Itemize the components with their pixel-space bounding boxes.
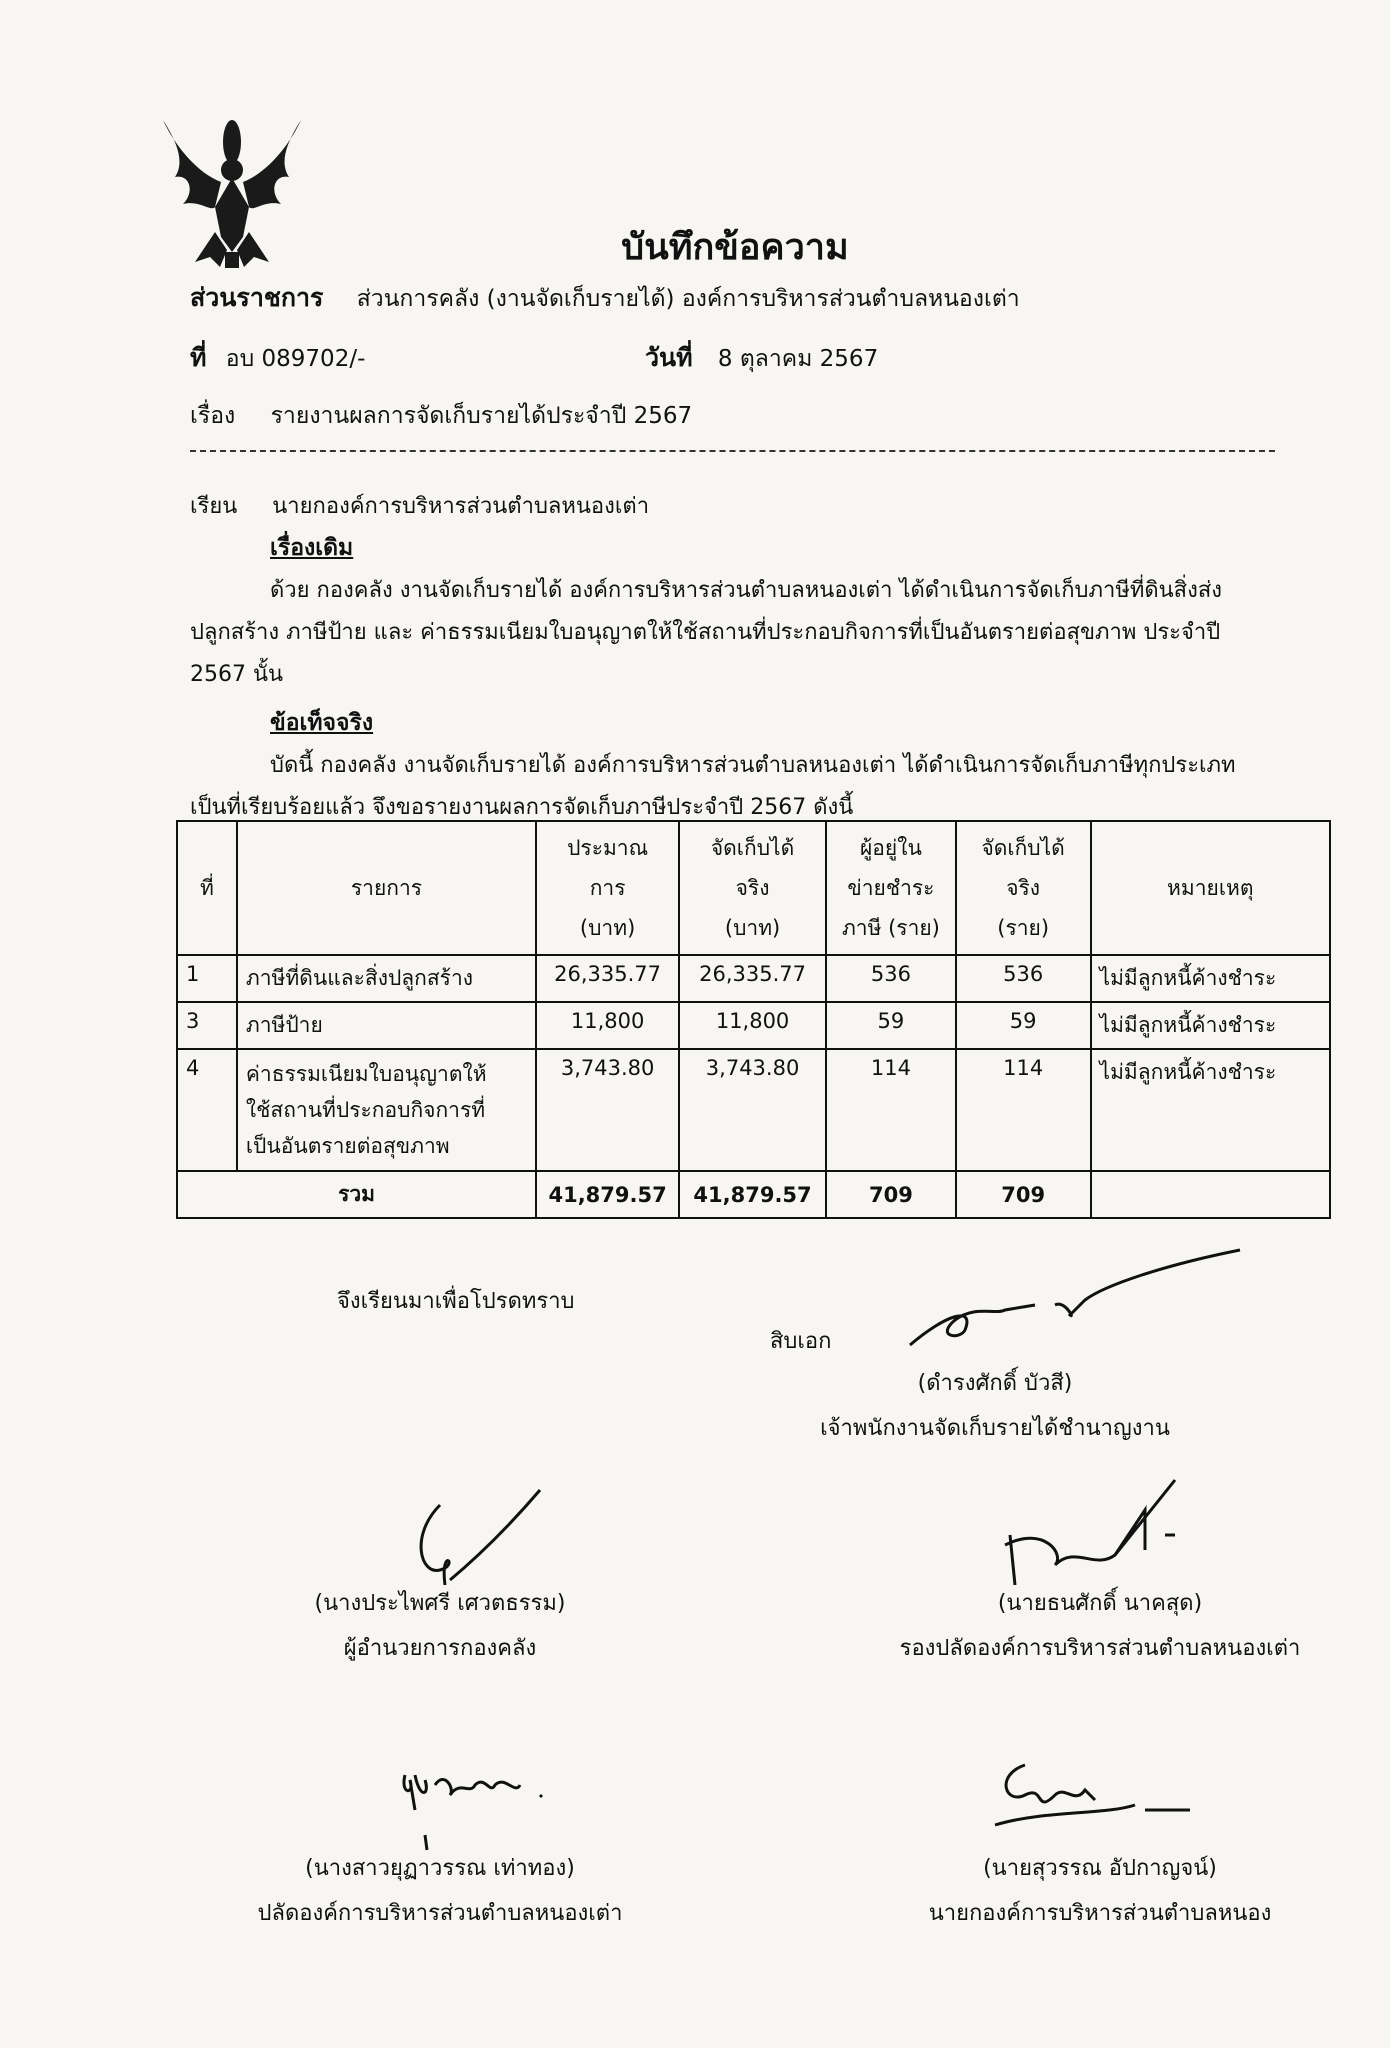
clerk-position: ปลัดองค์การบริหารส่วนตำบลหนองเต่า <box>257 1901 623 1926</box>
finance-director-signature-icon <box>400 1485 550 1595</box>
revenue-table <box>176 820 1331 1219</box>
background-line-2: ปลูกสร้าง ภาษีป้าย และ ค่าธรรมเนียมใบอนุญาตให้ใช้สถานที่ประกอบกิจการที่เป็นอันตรายต่อสุขภาพ ประจำปี <box>190 620 1221 645</box>
header-line: (บาท) <box>724 916 781 940</box>
table-row <box>177 1002 1330 1049</box>
table-row <box>177 955 1330 1002</box>
date-label: วันที่ <box>645 343 693 372</box>
row-item: ภาษีที่ดินและสิ่งปลูกสร้าง <box>237 955 536 1002</box>
row-payers: 536 <box>826 955 956 1002</box>
agency-label: ส่วนราชการ <box>190 283 324 312</box>
row-item <box>237 1049 536 1171</box>
row-estimate: 3,743.80 <box>536 1049 679 1171</box>
agency-row <box>190 278 1020 318</box>
row-estimate: 11,800 <box>536 1002 679 1049</box>
background-line-1: ด้วย กองคลัง งานจัดเก็บรายได้ องค์การบริหารส่วนตำบลหนองเต่า ได้ดำเนินการจัดเก็บภาษีที่ดินสิ่งส่ง <box>270 578 1223 603</box>
row-collected-count: 114 <box>956 1049 1091 1171</box>
total-note <box>1091 1171 1330 1218</box>
total-collected-count: 709 <box>956 1171 1091 1218</box>
row-no: 1 <box>177 955 237 1002</box>
header-line: ผู้อยู่ใน <box>859 836 922 860</box>
salutation-row <box>190 488 649 523</box>
header-line: จัดเก็บได้ <box>710 836 795 860</box>
row-estimate: 26,335.77 <box>536 955 679 1002</box>
facts-line-1: บัดนี้ กองคลัง งานจัดเก็บรายได้ องค์การบริหารส่วนตำบลหนองเต่า ได้ดำเนินการจัดเก็บภาษีทุกประเภท <box>270 753 1236 778</box>
officer-position: เจ้าพนักงานจัดเก็บรายได้ชำนาญงาน <box>820 1416 1170 1441</box>
header-divider <box>190 450 1275 452</box>
row-note: ไม่มีลูกหนี้ค้างชำระ <box>1091 955 1330 1002</box>
row-item: ภาษีป้าย <box>237 1002 536 1049</box>
row-collected: 3,743.80 <box>679 1049 826 1171</box>
deputy-clerk-signature-icon <box>995 1475 1195 1595</box>
mayor-name: (นายสุวรรณ อัปกาญจน์) <box>983 1856 1217 1881</box>
total-collected: 41,879.57 <box>679 1171 826 1218</box>
header-line: จริง <box>1006 876 1041 900</box>
agency-value: ส่วนการคลัง (งานจัดเก็บรายได้) องค์การบริหารส่วนตำบลหนองเต่า <box>356 286 1020 312</box>
subject-row <box>190 398 692 434</box>
row-collected: 11,800 <box>679 1002 826 1049</box>
col-header-estimate <box>536 821 679 955</box>
facts-heading: ข้อเท็จจริง <box>270 710 374 736</box>
row-note: ไม่มีลูกหนี้ค้างชำระ <box>1091 1049 1330 1171</box>
ref-row <box>190 338 365 378</box>
ref-value: อบ 089702/- <box>225 346 366 372</box>
memo-title: บันทึกข้อความ <box>621 227 849 268</box>
date-row <box>645 338 878 378</box>
col-header-no: ที่ <box>177 821 237 955</box>
item-line: ค่าธรรมเนียมใบอนุญาตให้ <box>245 1062 487 1086</box>
col-header-item: รายการ <box>237 821 536 955</box>
clerk-name: (นางสาวยุฏาวรรณ เท่าทอง) <box>305 1856 575 1881</box>
header-line: จัดเก็บได้ <box>981 836 1065 860</box>
row-payers: 114 <box>826 1049 956 1171</box>
row-collected-count: 59 <box>956 1002 1091 1049</box>
row-payers: 59 <box>826 1002 956 1049</box>
row-no: 4 <box>177 1049 237 1171</box>
row-collected-count: 536 <box>956 955 1091 1002</box>
row-no: 3 <box>177 1002 237 1049</box>
background-line-3: 2567 นั้น <box>190 662 284 687</box>
facts-line-2: เป็นที่เรียบร้อยแล้ว จึงขอรายงานผลการจัดเก็บภาษีประจำปี 2567 ดังนี้ <box>190 795 854 820</box>
total-label: รวม <box>177 1171 536 1218</box>
date-value: 8 ตุลาคม 2567 <box>717 346 879 372</box>
col-header-payers <box>826 821 956 955</box>
row-note: ไม่มีลูกหนี้ค้างชำระ <box>1091 1002 1330 1049</box>
table-header-row <box>177 821 1330 955</box>
to-value: นายกองค์การบริหารส่วนตำบลหนองเต่า <box>272 494 650 519</box>
header-line: การ <box>589 876 626 900</box>
col-header-collected-count <box>956 821 1091 955</box>
subject-value: รายงานผลการจัดเก็บรายได้ประจำปี 2567 <box>270 403 693 429</box>
subject-label: เรื่อง <box>190 403 236 429</box>
header-line: (บาท) <box>579 916 636 940</box>
deputy-clerk-position: รองปลัดองค์การบริหารส่วนตำบลหนองเต่า <box>899 1636 1301 1661</box>
mayor-signature-icon <box>985 1755 1195 1845</box>
clerk-signature-icon <box>395 1755 555 1855</box>
officer-rank: สิบเอก <box>770 1329 832 1354</box>
row-collected: 26,335.77 <box>679 955 826 1002</box>
header-line: ภาษี (ราย) <box>841 916 940 940</box>
item-line: เป็นอันตรายต่อสุขภาพ <box>245 1134 450 1158</box>
total-estimate: 41,879.57 <box>536 1171 679 1218</box>
header-line: ข่ายชำระ <box>847 876 935 900</box>
ref-label: ที่ <box>190 343 207 372</box>
mayor-position: นายกองค์การบริหารส่วนตำบลหนอง <box>928 1901 1272 1926</box>
finance-director-name: (นางประไพศรี เศวตธรรม) <box>314 1591 566 1616</box>
table-total-row <box>177 1171 1330 1218</box>
officer-signature-icon <box>905 1245 1245 1355</box>
col-header-note: หมายเหตุ <box>1091 821 1330 955</box>
background-heading: เรื่องเดิม <box>270 535 354 561</box>
to-label: เรียน <box>190 494 238 519</box>
officer-name: (ดำรงศักดิ์ บัวสี) <box>917 1371 1073 1396</box>
table-row <box>177 1049 1330 1171</box>
col-header-collected <box>679 821 826 955</box>
item-line: ใช้สถานที่ประกอบกิจการที่ <box>245 1098 486 1122</box>
closing-text: จึงเรียนมาเพื่อโปรดทราบ <box>337 1289 575 1314</box>
header-line: (ราย) <box>997 916 1050 940</box>
header-line: จริง <box>735 876 770 900</box>
deputy-clerk-name: (นายธนศักดิ์ นาคสุด) <box>997 1591 1203 1616</box>
finance-director-position: ผู้อำนวยการกองคลัง <box>343 1636 537 1661</box>
header-line: ประมาณ <box>567 836 649 860</box>
total-payers: 709 <box>826 1171 956 1218</box>
